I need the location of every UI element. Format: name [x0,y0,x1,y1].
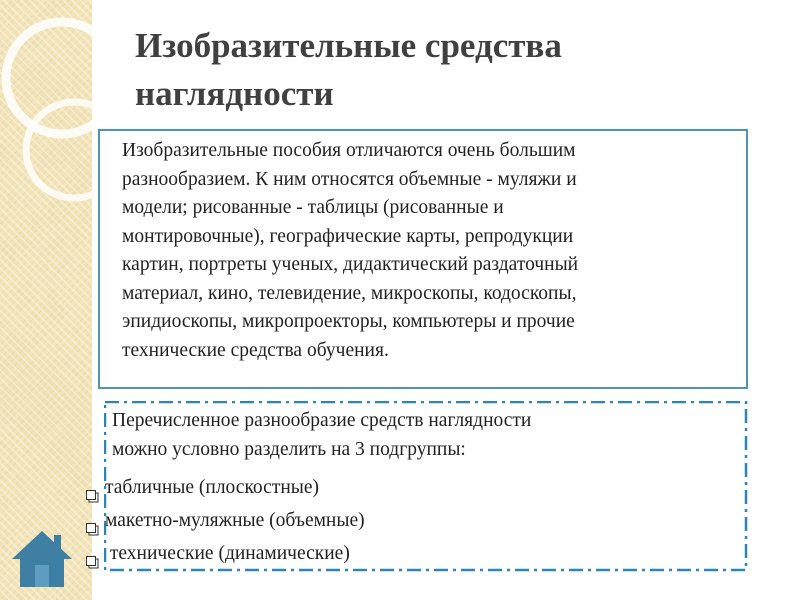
description-line: материал, кино, телевидение, микроскопы, кодоскопы, [122,282,577,304]
intro-line: можно условно разделить на 3 подгруппы: [112,439,466,460]
description-text [122,137,742,365]
list-item [86,471,365,504]
subgroup-label: макетно-муляжные (объемные) [105,510,365,531]
list-item [86,504,365,537]
list-item [86,537,365,570]
description-line: картин, портреты ученых, дидактический раздаточный [122,254,579,275]
subgroup-label: технические (динамические) [105,543,350,564]
home-icon[interactable] [10,527,74,591]
description-box [98,129,748,389]
description-line: эпидиоскопы, микропроекторы, компьютеры и прочие [122,311,575,332]
intro-line: Перечисленное разнообразие средств наглядности [112,410,532,431]
description-line: монтировочные), географические карты, репродукции [122,225,574,247]
slide-title: Изобразительные средства наглядности [135,26,562,113]
description-line: модели; рисованные - таблицы (рисованные и [122,197,504,218]
checkbox-bullet-icon [86,481,99,494]
subgroup-label: табличные (плоскостные) [105,477,320,498]
checkbox-bullet-icon [86,547,99,560]
description-line: разнообразием. К ним относятся объемные - муляжи и [122,168,577,190]
description-line: технические средства обучения. [122,339,389,361]
subgroups-intro [112,406,732,464]
subgroups-list [86,471,365,570]
checkbox-bullet-icon [86,514,99,527]
description-line: Изобразительные пособия отличаются очень большим [122,140,576,161]
